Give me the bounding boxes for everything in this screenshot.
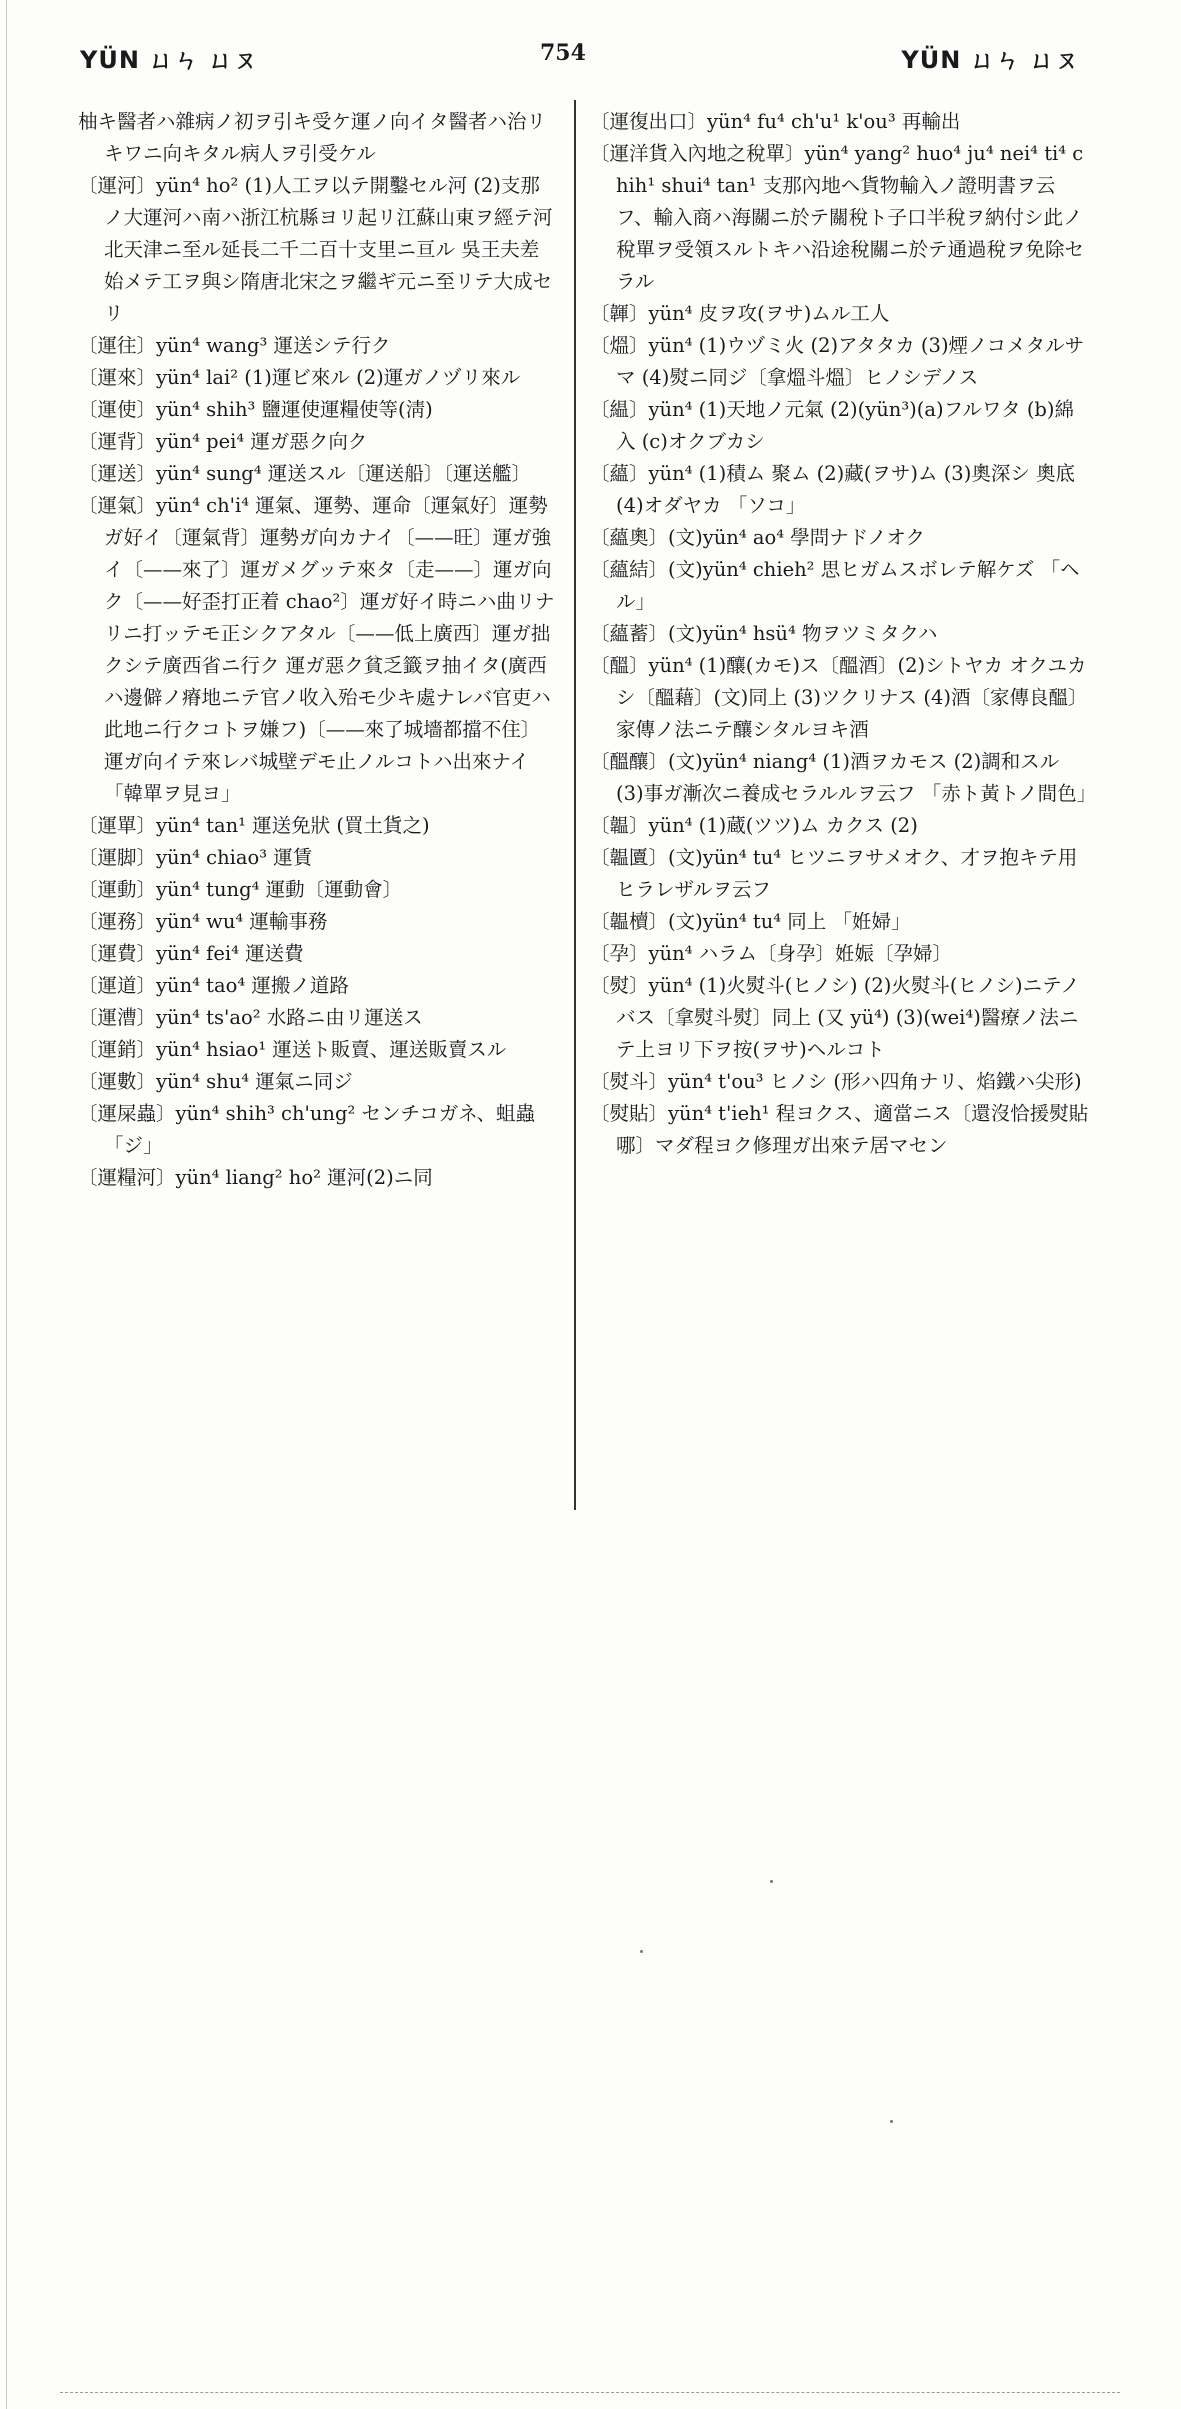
entry: 〔熨〕yün⁴ (1)火熨斗(ヒノシ) (2)火熨斗(ヒノシ)ニテノバス〔拿熨斗熨〕同上 (又 yü⁴) (3)(wei⁴)醫療ノ法ニテ上ヨリ下ヲ按(ヲサ)ヘルコト <box>590 974 1080 1061</box>
entry: 〔運動〕yün⁴ tung⁴ 運動〔運動會〕 <box>78 878 403 901</box>
column-divider <box>574 100 576 1510</box>
entry: 〔運單〕yün⁴ tan¹ 運送免狀 (買土貨之) <box>78 814 430 837</box>
entry: 〔韞〕yün⁴ (1)蔵(ツツ)ム カクス (2) <box>590 814 918 837</box>
entry: 〔運使〕yün⁴ shih³ 鹽運使運糧使等(淸) <box>78 398 433 421</box>
entry: 〔韞櫝〕(文)yün⁴ tu⁴ 同上 「姙婦」 <box>590 910 911 933</box>
entry: 〔熨斗〕yün⁴ t'ou³ ヒノシ (形ハ四角ナリ、焰鐵ハ尖形) <box>590 1070 1082 1093</box>
entry: 〔蘊結〕(文)yün⁴ chieh² 思ヒガムスボレテ解ケズ 「ヘル」 <box>590 558 1080 613</box>
entry: 〔運復出口〕yün⁴ fu⁴ ch'u¹ k'ou³ 再輸出 <box>590 110 961 133</box>
entry: 〔運糧河〕yün⁴ liang² ho² 運河(2)ニ同 <box>78 1166 433 1189</box>
entry: 〔運脚〕yün⁴ chiao³ 運賃 <box>78 846 313 869</box>
right-column <box>590 106 1097 1162</box>
running-head-left: YÜN ㄩㄣ ㄩㄡ <box>80 46 259 74</box>
entry: 〔緼〕yün⁴ (1)天地ノ元氣 (2)(yün³)(a)フルワタ (b)綿入 (c)オクブカシ <box>590 398 1075 453</box>
entry: 〔運河〕yün⁴ ho² (1)人工ヲ以テ開鑿セル河 (2)支那ノ大運河ハ南ハ浙江杭縣ヨリ起リ江蘇山東ヲ經テ河北天津ニ至ル延長二千二百十支里ニ亘ル 吳王夫差始メテ工ヲ與シ隋唐北宋之ヲ繼ギ元ニ至リテ大成セリ <box>78 174 553 325</box>
entry: 〔運背〕yün⁴ pei⁴ 運ガ惡ク向ク <box>78 430 368 453</box>
entry: 〔運洋貨入內地之稅單〕yün⁴ yang² huo⁴ ju⁴ nei⁴ ti⁴ chih¹ shui⁴ tan¹ 支那內地ヘ貨物輸入ノ證明書ヲ云フ、輸入商ハ海關ニ於テ關稅ト子口半稅ヲ納付シ此ノ稅單ヲ受領スルトキハ沿途稅關ニ於テ通過稅ヲ免除セラル <box>590 142 1085 293</box>
entry: 〔熨貼〕yün⁴ t'ieh¹ 程ヨクス、適當ニス〔還沒恰援熨貼哪〕マダ程ヨク修理ガ出來テ居マセン <box>590 1102 1089 1157</box>
scan-speck <box>770 1880 773 1883</box>
entry: 〔運費〕yün⁴ fei⁴ 運送費 <box>78 942 304 965</box>
entry: 〔運道〕yün⁴ tao⁴ 運搬ノ道路 <box>78 974 349 997</box>
entry: 〔運數〕yün⁴ shu⁴ 運氣ニ同ジ <box>78 1070 353 1093</box>
entry: 柚キ醫者ハ雜病ノ初ヲ引キ受ケ運ノ向イタ醫者ハ治リキワニ向キタル病人ヲ引受ケル <box>78 110 547 165</box>
entry: 〔運往〕yün⁴ wang³ 運送シテ行ク <box>78 334 391 357</box>
entry: 〔運漕〕yün⁴ ts'ao² 水路ニ由リ運送ス <box>78 1006 423 1029</box>
entry: 〔運來〕yün⁴ lai² (1)運ビ來ル (2)運ガノヅリ來ル <box>78 366 521 389</box>
entry: 〔運銷〕yün⁴ hsiao¹ 運送ト販賣、運送販賣スル <box>78 1038 507 1061</box>
entry: 〔運務〕yün⁴ wu⁴ 運輸事務 <box>78 910 328 933</box>
entry: 〔蘊蓄〕(文)yün⁴ hsü⁴ 物ヲツミタクハ <box>590 622 938 645</box>
running-head-right: YÜN ㄩㄣ ㄩㄡ <box>901 46 1080 74</box>
entry: 〔運氣〕yün⁴ ch'i⁴ 運氣、運勢、運命〔運氣好〕運勢ガ好イ〔運氣背〕運勢ガ向カナイ〔——旺〕運ガ強イ〔——來了〕運ガメグッテ來タ〔走——〕運ガ向ク〔——好歪打正着 chao²〕運ガ好イ時ニハ曲リナリニ打ッテモ正シクアタル〔——低上廣西〕運ガ拙クシテ廣西省ニ行ク 運ガ惡ク貧乏籤ヲ抽イタ(廣西ハ邊僻ノ瘠地ニテ官ノ收入殆モ少キ處ナレバ官吏ハ此地ニ行クコトヲ嫌フ)〔——來了城墻都擋不住〕運ガ向イテ來レバ城壁デモ止ノルコトハ出來ナイ 「韓單ヲ見ヨ」 <box>78 494 555 805</box>
page-header <box>80 40 1080 80</box>
entry: 〔運送〕yün⁴ sung⁴ 運送スル〔運送船〕〔運送艦〕 <box>78 462 532 485</box>
entry: 〔蘊〕yün⁴ (1)積ム 聚ム (2)藏(ヲサ)ム (3)奧深シ 奧底 (4)オダヤカ 「ソコ」 <box>590 462 1076 517</box>
scan-bottom-edge <box>60 2392 1120 2393</box>
entry: 〔韞匵〕(文)yün⁴ tu⁴ ヒツニヲサメオク、才ヲ抱キテ用ヒラレザルヲ云フ <box>590 846 1078 901</box>
page-edge-line <box>6 0 7 2409</box>
left-column <box>78 106 558 1194</box>
entry: 〔孕〕yün⁴ ハラム〔身孕〕姙娠〔孕婦〕 <box>590 942 952 965</box>
entry: 〔韗〕yün⁴ 皮ヲ攻(ヲサ)ムル工人 <box>590 302 890 325</box>
scan-speck <box>640 1950 643 1953</box>
scan-speck <box>890 2120 893 2123</box>
entry: 〔醞釀〕(文)yün⁴ niang⁴ (1)酒ヲカモス (2)調和スル (3)事ガ漸次ニ養成セラルルヲ云フ 「赤ト黃トノ間色」 <box>590 750 1097 805</box>
entry: 〔熅〕yün⁴ (1)ウヅミ火 (2)アタタカ (3)煙ノコメタルサマ (4)熨ニ同ジ〔拿熅斗熅〕ヒノシデノス <box>590 334 1085 389</box>
entry: 〔運屎蟲〕yün⁴ shih³ ch'ung² センチコガネ、蛆蟲 「ジ」 <box>78 1102 536 1157</box>
entry: 〔蘊奧〕(文)yün⁴ ao⁴ 學問ナドノオク <box>590 526 925 549</box>
page-number: 754 <box>540 40 586 66</box>
entry: 〔醞〕yün⁴ (1)釀(カモ)ス〔醞酒〕(2)シトヤカ オクユカシ〔醞藉〕(文)同上 (3)ツクリナス (4)酒〔家傳良醞〕家傳ノ法ニテ釀シタルヨキ酒 <box>590 654 1088 741</box>
